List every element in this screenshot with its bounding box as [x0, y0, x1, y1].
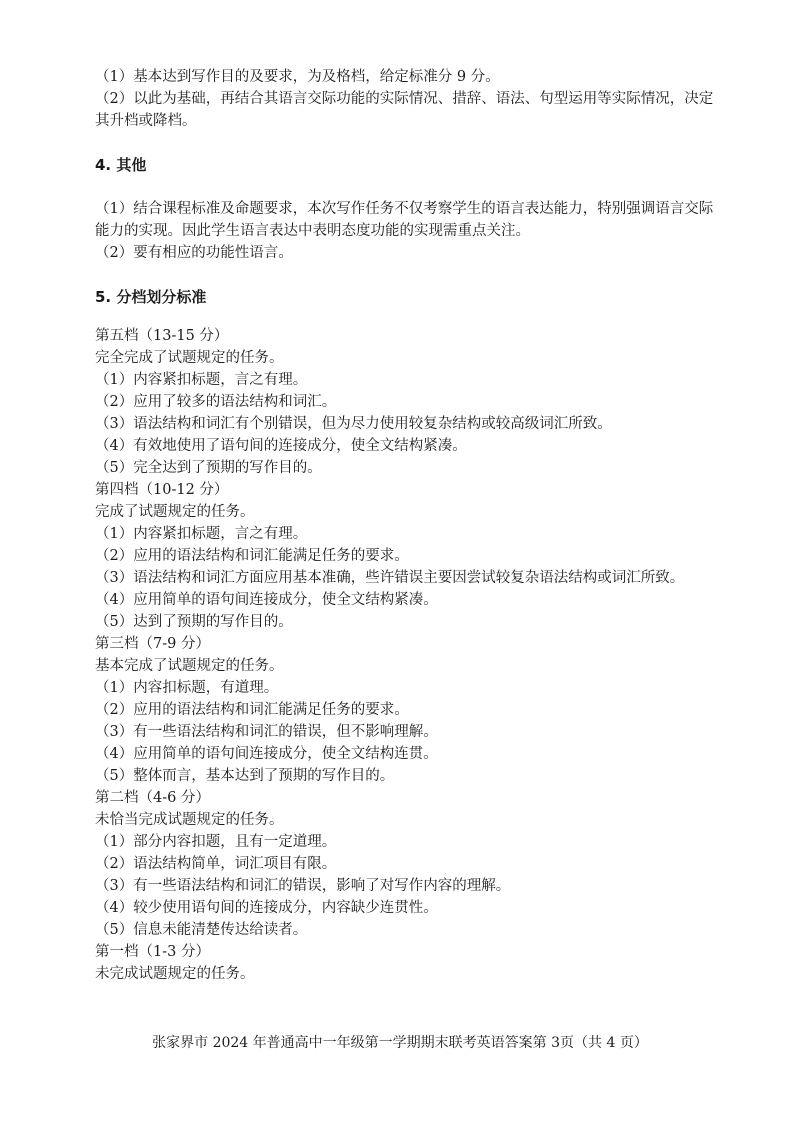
level-summary: 完全完成了试题规定的任务。: [95, 350, 284, 366]
level-item: （3）语法结构和词汇有个别错误，但为尽力使用较复杂结构或较高级词汇所致。: [95, 416, 612, 432]
level-item: （1）内容扣标题，有道理。: [95, 680, 279, 696]
level-item: （4）有效地使用了语句间的连接成分，使全文结构紧凑。: [95, 438, 467, 454]
level-summary: 未完成试题规定的任务。: [95, 966, 255, 982]
level-title: 第三档（7-9 分）: [95, 636, 210, 652]
level-item: （4）较少使用语句间的连接成分，内容缺少连贯性。: [95, 900, 438, 916]
level-item: （1）内容紧扣标题，言之有理。: [95, 372, 308, 388]
level-item: （4）应用简单的语句间连接成分，使全文结构连贯。: [95, 746, 438, 762]
level-item: （2）应用了较多的语法结构和词汇。: [95, 394, 337, 410]
level-item: （1）内容紧扣标题，言之有理。: [95, 526, 308, 542]
level-item: （1）部分内容扣题，且有一定道理。: [95, 834, 337, 850]
level-item: （4）应用简单的语句间连接成分，使全文结构紧凑。: [95, 592, 438, 608]
level-item: （2）应用的语法结构和词汇能满足任务的要求。: [95, 702, 409, 718]
level-item: （3）语法结构和词汇方面应用基本准确，些许错误主要因尝试较复杂语法结构或词汇所致。: [95, 570, 685, 586]
level-summary: 基本完成了试题规定的任务。: [95, 658, 284, 674]
level-item: （2）语法结构简单，词汇项目有限。: [95, 856, 337, 872]
section-heading: 4. 其他: [95, 156, 147, 174]
level-item: （5）完全达到了预期的写作目的。: [95, 460, 322, 476]
level-item: （5）信息未能清楚传达给读者。: [95, 922, 308, 938]
level-title: 第一档（1-3 分）: [95, 944, 210, 960]
level-item: （5）达到了预期的写作目的。: [95, 614, 293, 630]
paragraph-line: （1）基本达到写作目的及要求，为及格档，给定标准分 9 分。: [95, 69, 500, 85]
level-item: （2）应用的语法结构和词汇能满足任务的要求。: [95, 548, 409, 564]
page-footer: 张家界市 2024 年普通高中一年级第一学期期末联考英语答案第 3页（共 4 页）: [152, 1035, 648, 1051]
level-title: 第二档（4-6 分）: [95, 790, 210, 806]
level-item: （5）整体而言，基本达到了预期的写作目的。: [95, 768, 395, 784]
paragraph-line: （1）结合课程标准及命题要求，本次写作任务不仅考察学生的语言表达能力，特别强调语言交际能力的实现。因此学生语言表达中表明态度功能的实现需重点关注。: [95, 201, 714, 239]
level-item: （3）有一些语法结构和词汇的错误，影响了对写作内容的理解。: [95, 878, 511, 894]
level-title: 第五档（13-15 分）: [95, 328, 229, 344]
paragraph-line: （2）要有相应的功能性语言。: [95, 245, 293, 261]
level-title: 第四档（10-12 分）: [95, 482, 229, 498]
level-summary: 未恰当完成试题规定的任务。: [95, 812, 284, 828]
section-heading: 5. 分档划分标准: [95, 288, 207, 306]
level-summary: 完成了试题规定的任务。: [95, 504, 255, 520]
level-item: （3）有一些语法结构和词汇的错误，但不影响理解。: [95, 724, 438, 740]
paragraph-line: （2）以此为基础，再结合其语言交际功能的实际情况、措辞、语法、句型运用等实际情况，决定其升档或降档。: [95, 91, 714, 129]
document-page: [95, 66, 720, 985]
